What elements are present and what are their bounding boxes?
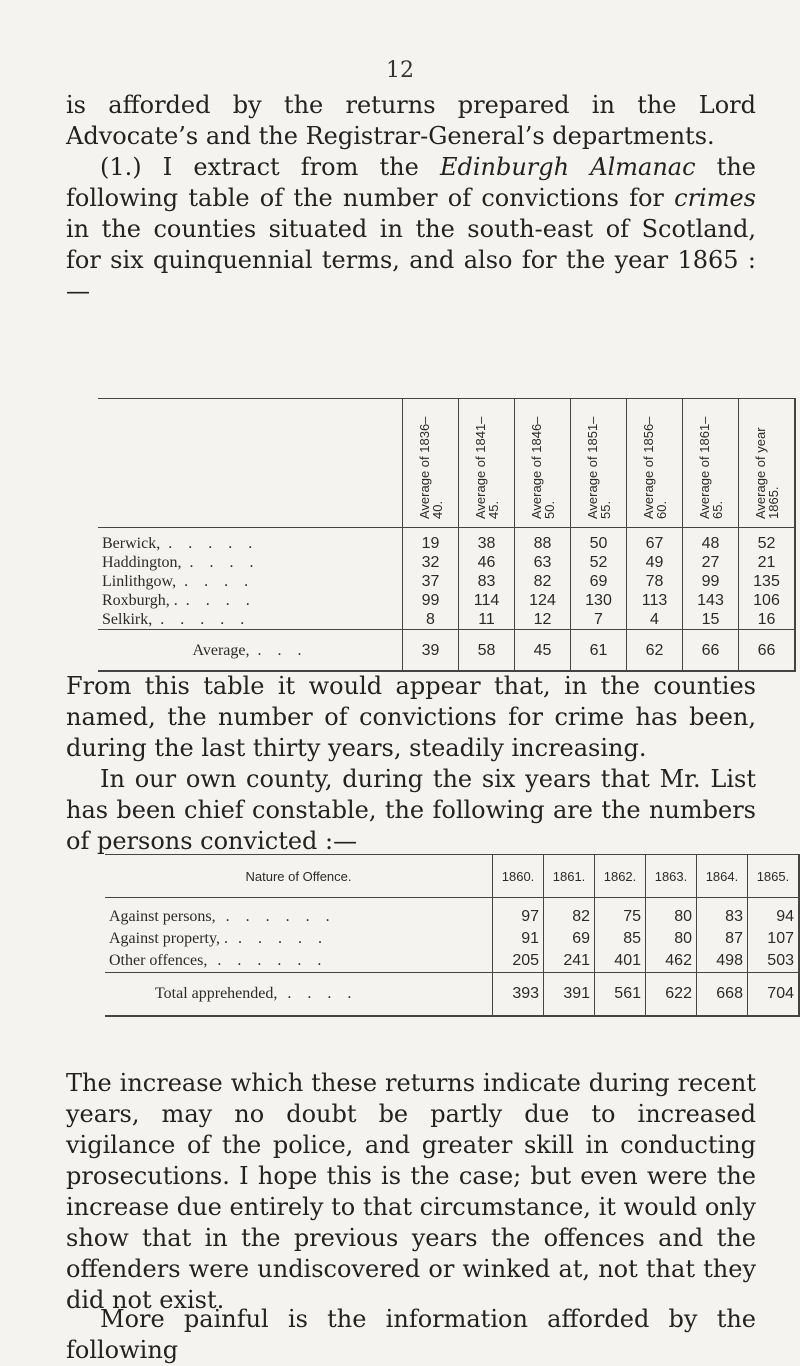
leader-dots: . . . . [184, 573, 255, 590]
cell-value: 69 [544, 928, 595, 950]
leader-dots: . . . . . [237, 930, 328, 947]
cell-value: 704 [747, 973, 799, 1017]
label-text: Average, [192, 641, 250, 659]
cell-value: 37 [403, 572, 459, 591]
cell-value: 107 [747, 928, 799, 950]
cell-value: 49 [627, 553, 683, 572]
cell-value: 52 [571, 553, 627, 572]
cell-value: 58 [459, 630, 515, 672]
cell-value: 46 [459, 553, 515, 572]
table-row [98, 553, 795, 572]
county-convictions-table [98, 398, 796, 672]
cell-value: 16 [739, 610, 796, 630]
cell-value: 12 [515, 610, 571, 630]
cell-value: 19 [403, 534, 459, 553]
total-row [105, 973, 799, 1017]
cell-value: 503 [747, 950, 799, 973]
cell-value: 391 [544, 973, 595, 1017]
cell-value: 498 [696, 950, 747, 973]
cell-value: 8 [403, 610, 459, 630]
leader-dots: . . . . [189, 554, 260, 571]
column-header: Average of 1861–65. [683, 399, 739, 528]
cell-value: 114 [459, 591, 515, 610]
cell-value: 48 [683, 534, 739, 553]
cell-value: 52 [739, 534, 796, 553]
table-corner [98, 399, 403, 528]
cell-value: 622 [646, 973, 697, 1017]
cell-value: 87 [696, 928, 747, 950]
year-header: 1864. [696, 855, 747, 898]
year-header: 1863. [646, 855, 697, 898]
leader-dots: . . . . . [168, 535, 259, 552]
cell-value: 66 [683, 630, 739, 672]
label-text: Against persons, [109, 908, 216, 925]
cell-value: 91 [493, 928, 544, 950]
cell-value: 15 [683, 610, 739, 630]
cell-value: 83 [696, 906, 747, 928]
cell-value: 75 [595, 906, 646, 928]
cell-value: 27 [683, 553, 739, 572]
cell-value: 61 [571, 630, 627, 672]
cell-value: 113 [627, 591, 683, 610]
cell-value: 66 [739, 630, 796, 672]
cell-value: 106 [739, 591, 796, 610]
label-text: Total apprehended, [155, 985, 278, 1002]
county-label [98, 630, 403, 672]
average-row [98, 630, 795, 672]
column-header: Average of year 1865. [739, 399, 796, 528]
year-header: 1860. [493, 855, 544, 898]
table-row [98, 610, 795, 630]
cell-value: 11 [459, 610, 515, 630]
label-text: Against property, . [109, 930, 228, 947]
column-header: Average of 1836–40. [403, 399, 459, 528]
cell-value: 45 [515, 630, 571, 672]
spacer-row [105, 898, 799, 907]
label-text: Linlithgow, [102, 573, 177, 590]
year-header: 1861. [544, 855, 595, 898]
county-label [98, 572, 403, 591]
county-label [98, 610, 403, 630]
cell-value: 63 [515, 553, 571, 572]
cell-value: 462 [646, 950, 697, 973]
text-run: in the counties situated in the south-east of Scotland, for six quinquennial terms, and also for the year 1865 :— [66, 215, 756, 305]
column-header-nature: Nature of Offence. [105, 855, 493, 898]
cell-value: 124 [515, 591, 571, 610]
leader-dots: . . . . . [160, 611, 251, 628]
cell-value: 32 [403, 553, 459, 572]
cell-value: 94 [747, 906, 799, 928]
cell-value: 88 [515, 534, 571, 553]
cell-value: 50 [571, 534, 627, 553]
leader-dots: . . . . [185, 592, 256, 609]
paragraph-intro: is afforded by the returns prepared in the Lord Advocate’s and the Registrar-General’s departments. [66, 91, 756, 150]
cell-value: 67 [627, 534, 683, 553]
county-label [98, 591, 403, 610]
table-row [98, 572, 795, 591]
cell-value: 99 [683, 572, 739, 591]
cell-value: 80 [646, 928, 697, 950]
label-text: Selkirk, [102, 611, 153, 628]
cell-value: 78 [627, 572, 683, 591]
cell-value: 38 [459, 534, 515, 553]
table-row [105, 906, 799, 928]
cell-value: 21 [739, 553, 796, 572]
cell-value: 668 [696, 973, 747, 1017]
cell-value: 7 [571, 610, 627, 630]
cell-value: 62 [627, 630, 683, 672]
cell-value: 143 [683, 591, 739, 610]
offence-label [105, 973, 493, 1017]
text-run: (1.) I extract from the [100, 153, 440, 181]
leader-dots: . . . . . . [217, 952, 328, 969]
column-header: Average of 1841–45. [459, 399, 515, 528]
label-text: Roxburgh, . [102, 592, 178, 609]
cell-value: 97 [493, 906, 544, 928]
cell-value: 4 [627, 610, 683, 630]
paragraph-county: In our own county, during the six years that Mr. List has been chief constable, the following are the numbers of persons convicted :— [66, 765, 756, 855]
cell-value: 561 [595, 973, 646, 1017]
year-header: 1862. [595, 855, 646, 898]
almanac-title: Edinburgh Almanac [439, 153, 696, 181]
cell-value: 401 [595, 950, 646, 973]
label-text: Berwick, [102, 535, 161, 552]
cell-value: 205 [493, 950, 544, 973]
county-label [98, 534, 403, 553]
cell-value: 83 [459, 572, 515, 591]
label-text: Haddington, [102, 554, 182, 571]
cell-value: 393 [493, 973, 544, 1017]
cell-value: 69 [571, 572, 627, 591]
cell-value: 130 [571, 591, 627, 610]
column-header: Average of 1851–55. [571, 399, 627, 528]
table-row [98, 534, 795, 553]
table-row [105, 928, 799, 950]
cell-value: 82 [515, 572, 571, 591]
cell-value: 241 [544, 950, 595, 973]
cell-value: 80 [646, 906, 697, 928]
offence-label [105, 950, 493, 973]
paragraph-extract [66, 152, 756, 307]
crimes-emphasis: crimes [674, 184, 756, 212]
table-row [105, 950, 799, 973]
page-number: 12 [386, 58, 414, 83]
paragraph-following: More painful is the information afforded by the following [66, 1305, 756, 1364]
leader-dots: . . . [257, 641, 308, 659]
table-row [98, 591, 795, 610]
leader-dots: . . . . [287, 985, 358, 1002]
cell-value: 85 [595, 928, 646, 950]
cell-value: 135 [739, 572, 796, 591]
cell-value: 99 [403, 591, 459, 610]
text-run: the following table of the number of convictions for [66, 153, 756, 212]
cell-value: 39 [403, 630, 459, 672]
column-header: Average of 1846–50. [515, 399, 571, 528]
paragraph-analysis: From this table it would appear that, in the counties named, the number of convictions for crime has been, during the last thirty years, steadily increasing. [66, 672, 756, 762]
year-header: 1865. [747, 855, 799, 898]
offence-label [105, 906, 493, 928]
column-header: Average of 1856–60. [627, 399, 683, 528]
cell-value: 82 [544, 906, 595, 928]
offence-label [105, 928, 493, 950]
paragraph-increase: The increase which these returns indicate during recent years, may no doubt be partly due to increased vigilance of the police, and greater skill in conducting prosecutions. I hope this is the case; but even were the increase due entirely to that circumstance, it would only show that in the previous years the offences and the offenders were undiscovered or winked at, not that they did not exist. [66, 1069, 756, 1314]
county-label [98, 553, 403, 572]
leader-dots: . . . . . . [225, 908, 336, 925]
offence-table [105, 854, 800, 1017]
label-text: Other offences, [109, 952, 208, 969]
